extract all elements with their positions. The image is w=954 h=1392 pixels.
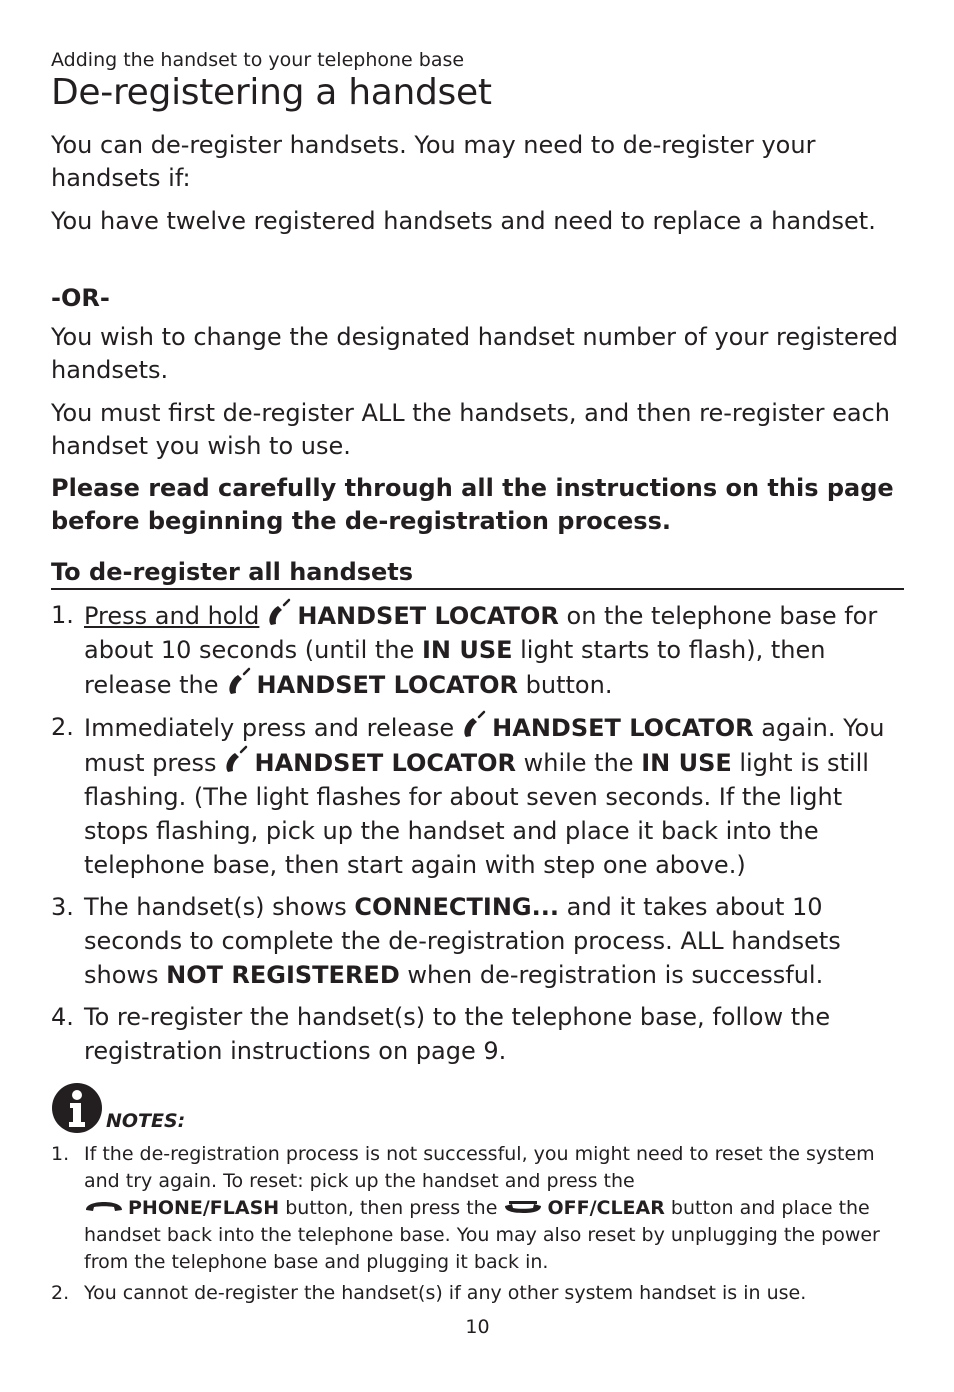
handset-locator-icon [222, 745, 250, 775]
warning-text: Please read carefully through all the instructions on this page before beginning the de-registration process. [51, 474, 894, 535]
step-text: light is still flashing. (The light flashes for about seven seconds. If the light stops flashing, pick up the handset and place it back into the telephone base, then start again with step one above.) [84, 749, 869, 879]
handset-locator-icon [460, 710, 488, 740]
section-label: Adding the handset to your telephone base [51, 49, 465, 71]
note-text: button, then press the [279, 1197, 504, 1219]
note-text: You cannot de-register the handset(s) if any other system handset is in use. [84, 1282, 807, 1304]
note-item [51, 1141, 904, 1276]
intro-paragraph-2: You have twelve registered handsets and need to replace a handset. [51, 207, 876, 235]
or-separator: -OR- [51, 284, 110, 312]
step-text: button. [518, 671, 613, 699]
notes-list [51, 1141, 904, 1311]
note-text: button and place the handset back into the telephone base. You may also reset by unplugging the power from the telephone base and plugging it back in. [84, 1197, 880, 1273]
info-icon [51, 1082, 103, 1134]
step-key: NOT REGISTERED [166, 961, 400, 989]
step-key: IN USE [641, 749, 732, 777]
step-key: IN USE [421, 636, 513, 664]
step-text: while the [515, 749, 642, 777]
off-clear-icon [503, 1200, 543, 1214]
intro-paragraph-3: You wish to change the designated handset number of your registered handsets. [51, 323, 899, 384]
step-item [51, 710, 904, 882]
note-key: PHONE/FLASH [128, 1197, 280, 1219]
note-text: If the de-registration process is not successful, you might need to reset the system and try again. To reset: pick up the handset and press the [84, 1143, 875, 1192]
note-number: 2. [51, 1282, 70, 1304]
step-text: Immediately press and release [84, 714, 455, 742]
steps-list [51, 598, 904, 1076]
note-number: 1. [51, 1143, 70, 1165]
note-item [51, 1280, 904, 1307]
step-key: HANDSET LOCATOR [256, 671, 519, 699]
step-text: when de-registration is successful. [399, 961, 824, 989]
notes-label: NOTES: [106, 1110, 186, 1132]
step-number: 1. [51, 601, 74, 629]
step-number: 3. [51, 893, 74, 921]
phone-flash-icon [84, 1200, 124, 1214]
step-text: Press and hold [84, 602, 260, 630]
step-text: again. You must press [84, 714, 885, 777]
page-number: 10 [465, 1316, 490, 1338]
step-text: and it takes about 10 seconds to complete the de-registration process. ALL handsets shows [84, 893, 841, 989]
step-key: HANDSET LOCATOR [297, 602, 559, 630]
intro-paragraph-1: You can de-register handsets. You may need to de-register your handsets if: [51, 131, 816, 192]
step-item [51, 598, 904, 702]
step-text: To re-register the handset(s) to the telephone base, follow the registration instructions on page 9. [84, 1003, 831, 1065]
procedure-heading: To de-register all handsets [51, 556, 904, 590]
step-text: light starts to flash), then release the [84, 636, 826, 699]
step-text: The handset(s) shows [84, 893, 355, 921]
handset-locator-icon [225, 667, 253, 697]
handset-locator-icon [265, 598, 293, 628]
intro-paragraph-4: You must first de-register ALL the handsets, and then re-register each handset you wish to use. [51, 399, 890, 460]
step-item [51, 1000, 904, 1068]
step-key: CONNECTING... [354, 893, 559, 921]
step-number: 4. [51, 1003, 74, 1031]
step-text: on the telephone base for about 10 seconds (until the [84, 602, 878, 664]
step-key: HANDSET LOCATOR [492, 714, 754, 742]
step-item [51, 890, 904, 992]
step-number: 2. [51, 713, 74, 741]
step-key: HANDSET LOCATOR [254, 749, 516, 777]
page-title: De-registering a handset [51, 72, 492, 113]
note-key: OFF/CLEAR [547, 1197, 665, 1219]
